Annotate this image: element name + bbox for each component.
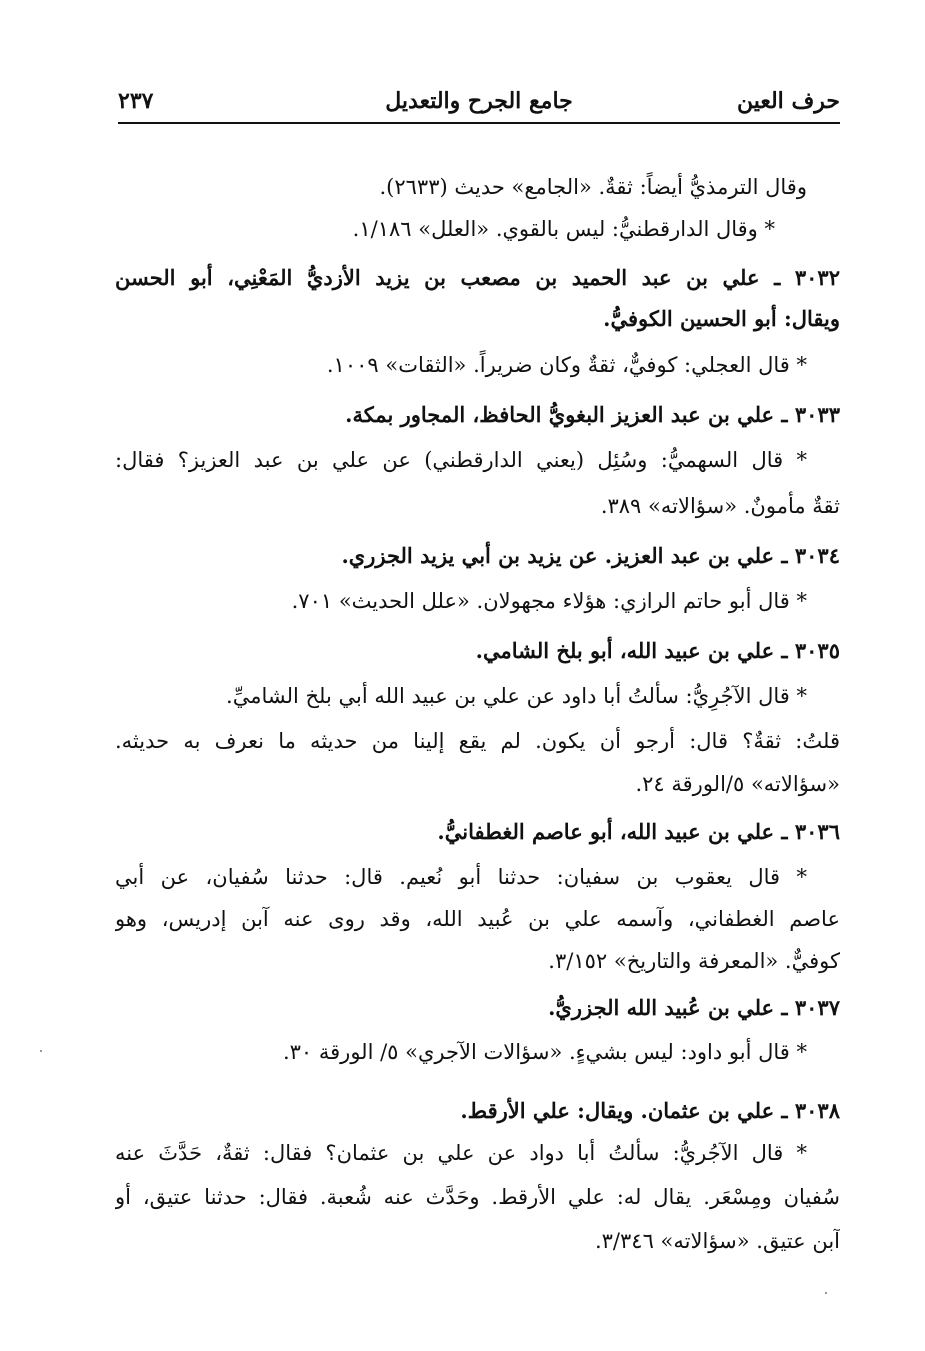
- text-line: كوفيٌّ. «المعرفة والتاريخ» ٣/١٥٢.: [548, 949, 840, 973]
- text-line: * قال العجلي: كوفيٌّ، ثقةٌ وكان ضريراً. «الثقات» ١٠٠٩.: [326, 353, 807, 377]
- text-line: * قال الآجُرِيُّ: سألتُ أبا داود عن علي بن عبيد الله أبي بلخ الشاميِّ.: [226, 684, 807, 708]
- entry-heading: ٣٠٣٦ ـ علي بن عبيد الله، أبو عاصم الغطفانيُّ.: [437, 819, 840, 844]
- entry-heading: ٣٠٣٨ ـ علي بن عثمان. ويقال: علي الأرقط.: [460, 1098, 840, 1123]
- page-header: [118, 82, 840, 124]
- entry-heading: ٣٠٣٤ ـ علي بن عبد العزيز. عن يزيد بن أبي يزيد الجزري.: [341, 543, 840, 568]
- entry-heading: ويقال: أبو الحسين الكوفيُّ.: [603, 306, 840, 331]
- text-line: * وقال الدارقطنيُّ: ليس بالقوي. «العلل» ١/١٨٦.: [352, 217, 775, 241]
- text-line: «سؤالاته» ٥/الورقة ٢٤.: [635, 772, 840, 796]
- text-line: * قال أبو حاتم الرازي: هؤلاء مجهولان. «علل الحديث» ٧٠١.: [291, 589, 807, 613]
- text-line: عاصم الغطفاني، وآسمه علي بن عُبيد الله، وقد روى عنه آبن إدريس، وهو: [115, 907, 840, 931]
- scan-speck: [825, 1292, 827, 1294]
- text-line: ثقةٌ مأمونٌ. «سؤالاته» ٣٨٩.: [600, 494, 840, 518]
- entry-heading: ٣٠٣٥ ـ علي بن عبيد الله، أبو بلخ الشامي.: [475, 638, 840, 663]
- entry-heading: ٣٠٣٣ ـ علي بن عبد العزيز البغويُّ الحافظ، المجاور بمكة.: [345, 402, 840, 427]
- page-number: ٢٣٧: [118, 88, 154, 114]
- chapter-title: حرف العين: [736, 88, 840, 114]
- text-line: * قال أبو داود: ليس بشيءٍ. «سؤالات الآجري» ٥/ الورقة ٣٠.: [282, 1040, 807, 1064]
- entry-heading: ٣٠٣٢ ـ علي بن عبد الحميد بن مصعب بن يزيد الأزديُّ المَعْنِي، أبو الحسن: [115, 265, 840, 290]
- text-line: وقال الترمذيُّ أيضاً: ثقةٌ. «الجامع» حديث (٢٦٣٣).: [379, 175, 807, 199]
- text-line: * قال يعقوب بن سفيان: حدثنا أبو نُعيم. قال: حدثنا سُفيان، عن أبي: [115, 865, 807, 889]
- entry-heading: ٣٠٣٧ ـ علي بن عُبيد الله الجزريُّ.: [548, 995, 840, 1020]
- text-line: * قال السهميُّ: وسُئِل (يعني الدارقطني) عن علي بن عبد العزيز؟ فقال:: [115, 448, 807, 472]
- text-line: * قال الآجُريُّ: سألتُ أبا دواد عن علي بن عثمان؟ فقال: ثقةٌ، حَدَّثَ عنه: [115, 1141, 807, 1165]
- text-line: سُفيان ومِسْعَر. يقال له: علي الأرقط. وحَدَّث عنه شُعبة. فقال: حدثنا عتيق، أو: [115, 1185, 840, 1209]
- scan-speck: [40, 1050, 42, 1052]
- book-title: جامع الجرح والتعديل: [385, 88, 573, 114]
- text-line: قلتُ: ثقةٌ؟ قال: أرجو أن يكون. لم يقع إلينا من حديثه ما نعرف به حديثه.: [115, 729, 840, 753]
- text-line: آبن عتيق. «سؤالاته» ٣/٣٤٦.: [594, 1229, 840, 1253]
